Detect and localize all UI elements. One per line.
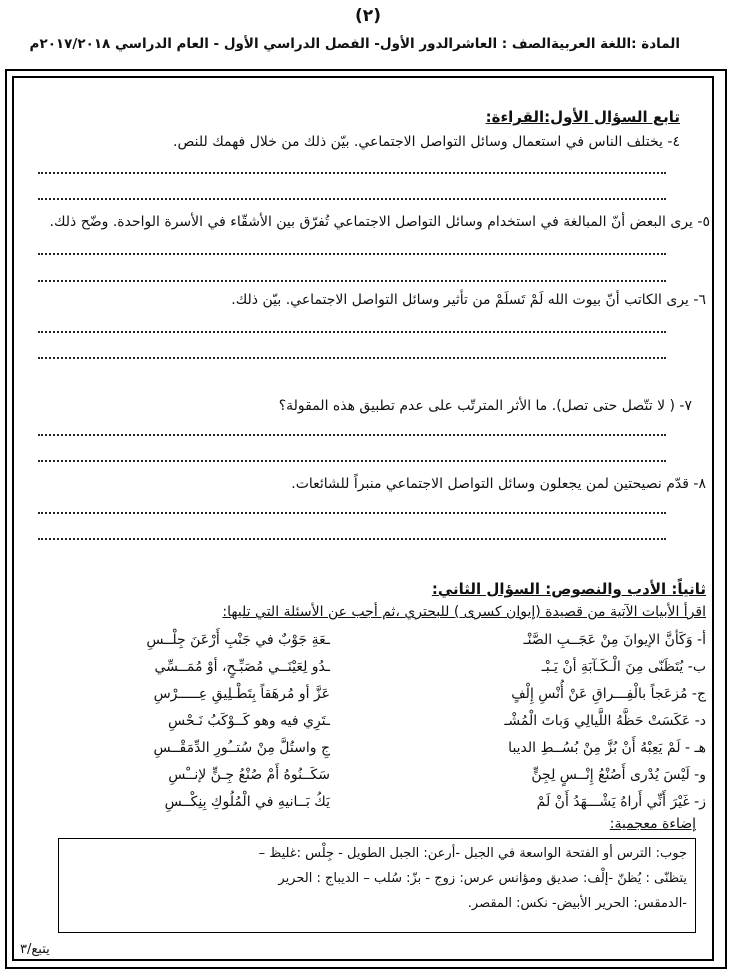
verse-second-half: عَزَّ أو مُرهَقاً بِتَطْـلِيقِ عِـــــرْسِ	[153, 686, 330, 702]
question-4: ٤- يختلف الناس في استعمال وسائل التواصل الاجتماعي. بيّن ذلك من خلال فهمك للنص.	[173, 134, 680, 150]
verse-second-half: سَكَــنُوهُ أَمْ صُنْعُ جِـنٍّ لإنــْسِ	[168, 767, 330, 783]
glossary-line: جوب: الترس أو الفتحة الواسعة في الجبل -أرعن: الجبل الطويل - جِلْس :غليظ –	[258, 846, 687, 861]
verse-first-half: ب- يُتَظَنّى مِنَ الْـكَـآبَةِ أنْ يَـبْـ	[541, 659, 706, 675]
question-6: ٦- يرى الكاتب أنّ بيوت الله لَمْ تَسلَمْ من تأثير وسائل التواصل الاجتماعي. بيّن ذلك.	[231, 292, 706, 308]
verse-first-half: د- عَكَسَتْ حَظَّهُ اللَّيالِي وَباتَ الْمُشْـ	[504, 713, 706, 729]
page-inner-border	[12, 76, 714, 961]
grade-label: الصف : العاشر	[453, 36, 551, 52]
question-5: ٥- يرى البعض أنّ المبالغة في استخدام وسائل التواصل الاجتماعي تُفرّق بين الأشقّاء في الأسرة الواحدة. وضّح ذلك.	[49, 214, 710, 230]
verse-first-half: هـ - لَمْ يَعِبْهُ أَنْ بُزَّ مِنْ بُسُــطِ الديبا	[508, 740, 706, 756]
subject-label: المادة :اللغة العربية	[550, 36, 680, 52]
verse-first-half: أ- وَكَأنَّ الإيوانَ مِنْ عَجَــبِ الصَّنْـ	[523, 632, 706, 648]
answer-line[interactable]	[38, 172, 666, 174]
verse-first-half: و- لَيْسَ يُدْرى أَصُنْعُ إِنْــسٍ لِجِنٍّ	[531, 767, 706, 783]
answer-line[interactable]	[38, 331, 666, 333]
answer-line[interactable]	[38, 538, 666, 540]
term-label: الدور الأول- الفصل الدراسي الأول - العام الدراسي ٢٠١٧/٢٠١٨م	[29, 36, 454, 52]
verse-second-half: ـعَةِ جَوْبٌ في جَنْبِ أَرْعَنَ جِلْــسِ	[146, 632, 330, 648]
verse-second-half: يَكُ بَــانيهِ في الْمُلُوكِ بِنِكْــسِ	[164, 794, 330, 810]
verse-second-half: ـدُو لِعَيْنَــي مُصَبِّـحٍ، أوْ مُمَــسِّي	[154, 659, 330, 675]
verse-first-half: ج- مُزعَجاً بالْفِـــراقِ عَنْ أُنْسِ إِلْفٍ	[511, 686, 706, 702]
answer-line[interactable]	[38, 253, 666, 255]
exam-header	[29, 36, 680, 52]
answer-line[interactable]	[38, 280, 666, 282]
follow-note: يتبع/٣	[20, 942, 50, 957]
verse-first-half: ز- غَيْرَ أَنِّي أَراهُ يَشْـــهَدُ أَنْ لَمْ	[536, 794, 706, 810]
glossary-line: يتظنّى : يُظنّ -إلْف: صديق ومؤانس عرس: زوج - بزّ: سُلب – الديباج : الحرير	[278, 871, 687, 886]
question-7: ٧- ( لا تتّصل حتى تصل). ما الأثر المترتّب على عدم تطبيق هذه المقولة؟	[278, 398, 692, 414]
page-number: (٢)	[355, 6, 381, 26]
answer-line[interactable]	[38, 512, 666, 514]
glossary-line: -الدمقس: الحرير الأبيض- نكس: المقصر.	[467, 896, 687, 911]
glossary-title: إضاءة معجمية:	[609, 816, 696, 832]
section2-instruction: اقرأ الأبيات الآتية من قصيدة (إيوان كسرى ) للبحتري ،ثم أجب عن الأسئلة التي تليها:	[222, 604, 706, 620]
section2-title: ثانياً: الأدب والنصوص: السؤال الثاني:	[431, 580, 706, 598]
answer-line[interactable]	[38, 460, 666, 462]
glossary-box	[58, 838, 696, 933]
answer-line[interactable]	[38, 434, 666, 436]
answer-line[interactable]	[38, 357, 666, 359]
question-8: ٨- قدّم نصيحتين لمن يجعلون وسائل التواصل الاجتماعي منبراً للشائعات.	[291, 476, 706, 492]
verse-second-half: جِ واستُلَّ مِنْ سُتــُورِ الدِّمَقْــسِ	[153, 740, 330, 756]
section1-title: تابع السؤال الأول:القراءة:	[485, 108, 680, 126]
verse-second-half: ـتَرِي فيه وهو كَــوْكَبُ نَـحْسِ	[167, 713, 330, 729]
answer-line[interactable]	[38, 198, 666, 200]
